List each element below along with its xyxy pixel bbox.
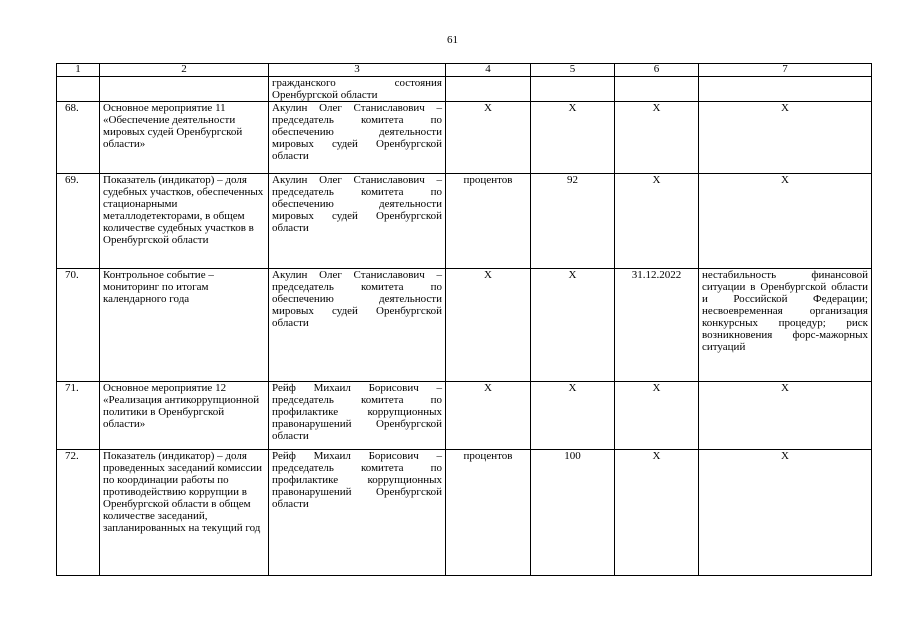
row-number: 68.	[57, 102, 100, 174]
row-date: Х	[615, 174, 699, 269]
row-value: Х	[531, 269, 615, 382]
table-row	[57, 269, 872, 382]
row-name: Показатель (индикатор) – доля судебных участков, обеспеченных стационарными металлодетекторами, в общем количестве судебных участков в Оренбургской области	[100, 174, 269, 269]
row-responsible: Акулин Олег Станиславович – председатель комитета по обеспечению деятельности мировых судей Оренбургской области	[269, 174, 446, 269]
column-number: 6	[615, 64, 699, 77]
row-value: 100	[531, 450, 615, 576]
row-unit: процентов	[446, 450, 531, 576]
table-row	[57, 102, 872, 174]
row-value	[531, 77, 615, 102]
table-row	[57, 77, 872, 102]
row-number: 71.	[57, 382, 100, 450]
row-name	[100, 77, 269, 102]
row-responsible: Акулин Олег Станиславович – председатель комитета по обеспечению деятельности мировых судей Оренбургской области	[269, 269, 446, 382]
column-number: 5	[531, 64, 615, 77]
row-responsible: гражданского состояния Оренбургской области	[269, 77, 446, 102]
row-unit: процентов	[446, 174, 531, 269]
column-number: 1	[57, 64, 100, 77]
row-value: Х	[531, 102, 615, 174]
column-number: 2	[100, 64, 269, 77]
row-date: Х	[615, 102, 699, 174]
row-number: 72.	[57, 450, 100, 576]
column-numbers-row	[57, 64, 872, 77]
row-date: 31.12.2022	[615, 269, 699, 382]
row-risks: нестабильность финансовой ситуации в Оренбургской области и Российской Федерации; несвоевременная организация конкурсных процедур; риск возникновения форс-мажорных ситуаций	[699, 269, 872, 382]
row-number: 69.	[57, 174, 100, 269]
table-row	[57, 450, 872, 576]
row-date	[615, 77, 699, 102]
row-date: Х	[615, 450, 699, 576]
row-name: Показатель (индикатор) – доля проведенных заседаний комиссии по координации работы по противодействию коррупции в Оренбургской области в общем количестве заседаний, запланированных на текущий год	[100, 450, 269, 576]
program-table	[56, 63, 872, 576]
row-unit: Х	[446, 102, 531, 174]
row-risks: Х	[699, 102, 872, 174]
column-number: 3	[269, 64, 446, 77]
page-number: 61	[447, 34, 458, 46]
row-name: Контрольное событие – мониторинг по итогам календарного года	[100, 269, 269, 382]
row-name: Основное мероприятие 12 «Реализация антикоррупционной политики в Оренбургской области»	[100, 382, 269, 450]
row-value: Х	[531, 382, 615, 450]
row-risks	[699, 77, 872, 102]
column-number: 4	[446, 64, 531, 77]
row-risks: Х	[699, 450, 872, 576]
row-unit	[446, 77, 531, 102]
row-number: 70.	[57, 269, 100, 382]
table-row	[57, 382, 872, 450]
row-name: Основное мероприятие 11 «Обеспечение деятельности мировых судей Оренбургской области»	[100, 102, 269, 174]
column-number: 7	[699, 64, 872, 77]
row-unit: Х	[446, 269, 531, 382]
row-risks: Х	[699, 174, 872, 269]
row-responsible: Рейф Михаил Борисович – председатель комитета по профилактике коррупционных правонарушений Оренбургской области	[269, 450, 446, 576]
row-responsible: Рейф Михаил Борисович – председатель комитета по профилактике коррупционных правонарушений Оренбургской области	[269, 382, 446, 450]
row-responsible: Акулин Олег Станиславович – председатель комитета по обеспечению деятельности мировых судей Оренбургской области	[269, 102, 446, 174]
row-date: Х	[615, 382, 699, 450]
row-risks: Х	[699, 382, 872, 450]
row-value: 92	[531, 174, 615, 269]
row-number	[57, 77, 100, 102]
row-unit: Х	[446, 382, 531, 450]
table-row	[57, 174, 872, 269]
